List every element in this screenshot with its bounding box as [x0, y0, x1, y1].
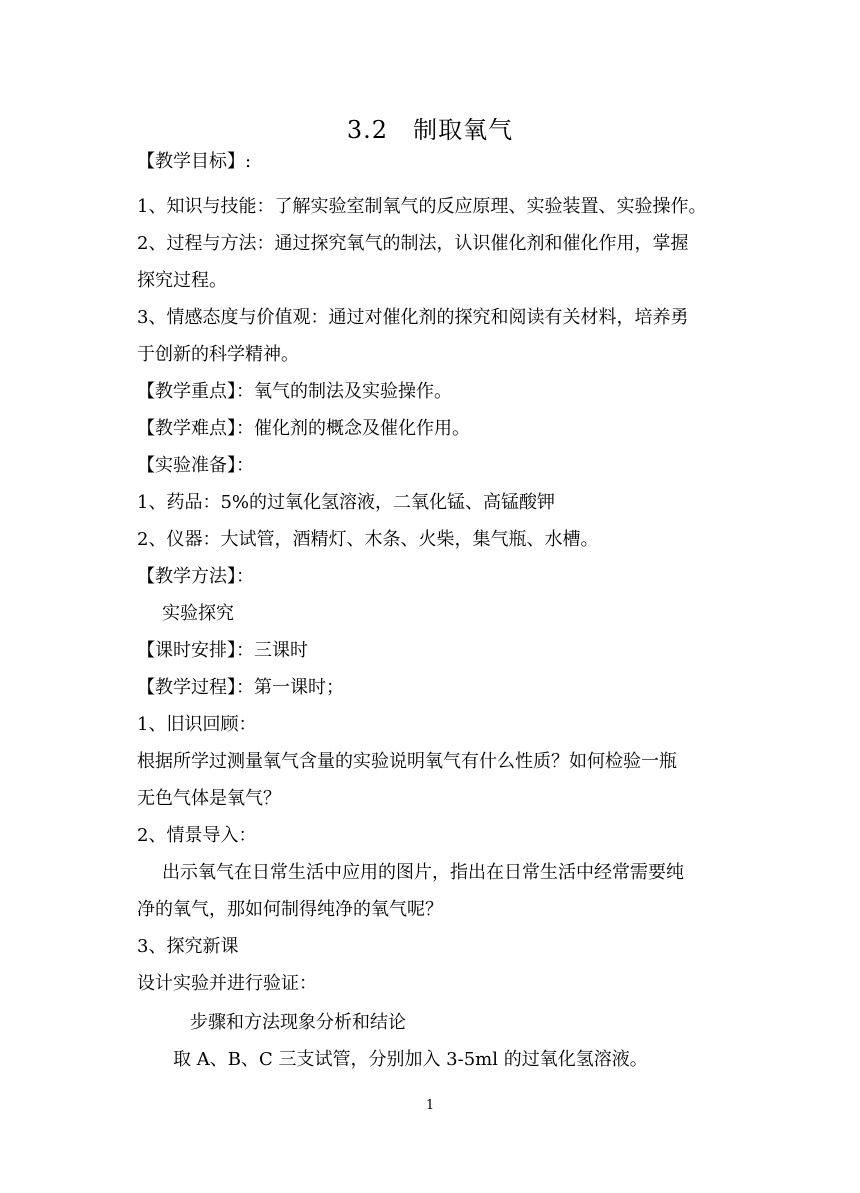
step-review: 1、旧识回顾： [137, 714, 257, 735]
preparation-instruments: 2、仪器：大试管，酒精灯、木条、火柴，集气瓶、水槽。 [137, 529, 599, 550]
introduction-text-cont: 净的氧气，那如何制得纯净的氧气呢？ [137, 899, 443, 920]
introduction-text: 出示氧气在日常生活中应用的图片，指出在日常生活中经常需要纯 [162, 862, 684, 883]
review-question-cont: 无色气体是氧气？ [137, 788, 281, 809]
section-process: 【教学过程】：第一课时； [137, 677, 344, 698]
objective-attitude-cont: 于创新的科学精神。 [137, 344, 299, 365]
preparation-reagents: 1、药品：5%的过氧化氢溶液，二氧化锰、高锰酸钾 [137, 492, 556, 513]
page-number: 1 [425, 1098, 435, 1113]
section-schedule: 【课时安排】：三课时 [137, 640, 308, 661]
section-difficulties: 【教学难点】：催化剂的概念及催化作用。 [137, 418, 470, 439]
objective-process: 2、过程与方法：通过探究氧气的制法，认识催化剂和催化作用，掌握 [137, 233, 689, 254]
step-introduction: 2、情景导入： [137, 825, 257, 846]
objective-knowledge: 1、知识与技能：了解实验室制氧气的反应原理、实验装置、实验操作。 [137, 196, 707, 217]
step-new-lesson: 3、探究新课 [137, 936, 239, 957]
page-title: 3.2 制取氧气 [346, 116, 514, 144]
review-question: 根据所学过测量氧气含量的实验说明氧气有什么性质？如何检验一瓶 [137, 751, 677, 772]
experiment-step-text: 取 A、B、C 三支试管，分别加入 3-5ml 的过氧化氢溶液。 [173, 1049, 648, 1070]
section-heading-preparation: 【实验准备】： [137, 455, 254, 476]
experiment-design: 设计实验并进行验证： [137, 973, 317, 994]
table-header-text: 步骤和方法现象分析和结论 [190, 1012, 406, 1033]
section-heading-objectives: 【教学目标】: [137, 151, 252, 172]
section-key-points: 【教学重点】：氧气的制法及实验操作。 [137, 381, 452, 402]
objective-process-cont: 探究过程。 [137, 270, 227, 291]
section-heading-methods: 【教学方法】： [137, 566, 254, 587]
method-text: 实验探究 [162, 603, 234, 624]
objective-attitude: 3、情感态度与价值观：通过对催化剂的探究和阅读有关材料，培养勇 [137, 307, 689, 328]
